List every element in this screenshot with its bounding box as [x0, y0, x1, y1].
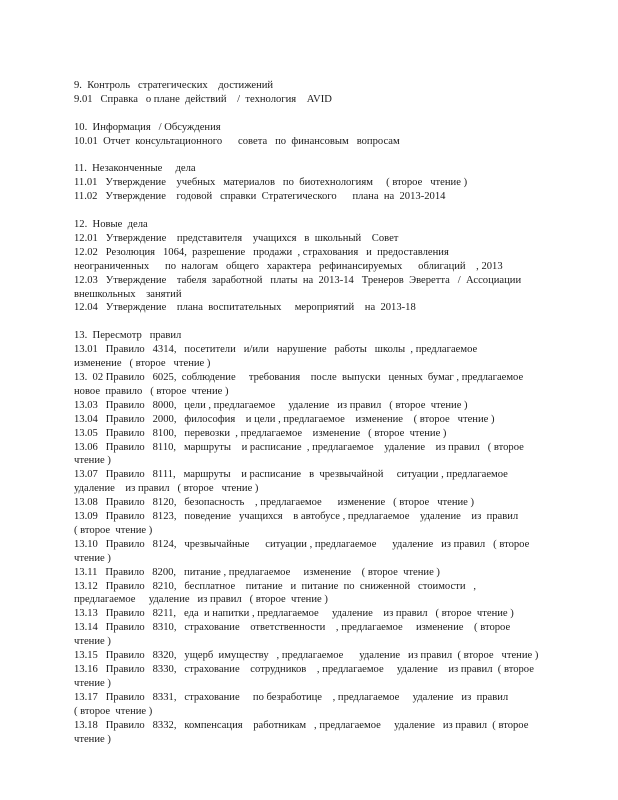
- section-heading: 12. Новые дела: [74, 219, 148, 231]
- agenda-line: 11.01 Утверждение учебных материалов по биотехнологиям ( второе чтение ): [74, 177, 468, 189]
- agenda-line: 11.02 Утверждение годовой справки Стратегического плана на 2013-2014: [74, 191, 446, 203]
- agenda-line: неограниченных по налогам общего характера рефинансируемых облигаций , 2013: [74, 260, 503, 272]
- agenda-section: [74, 79, 544, 107]
- agenda-line: 13.16 Правило 8330, страхование сотрудников , предлагаемое удаление из правил ( второе: [74, 664, 534, 675]
- agenda-line: 13.07 Правило 8111, маршруты и расписание в чрезвычайной ситуации , предлагаемое: [74, 469, 508, 481]
- agenda-line: 9.01 Справка о плане действий / технология AVID: [74, 93, 332, 105]
- agenda-line: чтение ): [74, 733, 111, 745]
- section-heading: 10. Информация / Обсуждения: [74, 121, 221, 133]
- agenda-line: 13.17 Правило 8331, страхование по безработице , предлагаемое удаление из правил: [74, 691, 509, 703]
- agenda-line: 13. 02 Правило 6025, соблюдение требования после выпуски ценных бумаг , предлагаемое: [74, 371, 524, 383]
- agenda-line: 13.08 Правило 8120, безопасность , предлагаемое изменение ( второе чтение ): [74, 497, 475, 509]
- agenda-section: [74, 121, 544, 149]
- agenda-line: 13.09 Правило 8123, поведение учащихся в автобусе , предлагаемое удаление из правил: [74, 511, 519, 523]
- agenda-line: 12.03 Утверждение табеля заработной платы на 2013-14 Тренеров Эверетта / Ассоциации: [74, 274, 522, 286]
- agenda-line: чтение ): [74, 677, 111, 689]
- agenda-line: внешкольных занятий: [74, 288, 182, 300]
- agenda-line: чтение ): [74, 455, 111, 467]
- agenda-line: чтение ): [74, 636, 111, 648]
- agenda-line: 12.01 Утверждение представителя учащихся в школьный Совет: [74, 232, 399, 244]
- agenda-section: [74, 218, 544, 315]
- section-heading: 13. Пересмотр правил: [74, 330, 182, 342]
- agenda-line: 12.04 Утверждение плана воспитательных мероприятий на 2013-18: [74, 302, 416, 314]
- agenda-line: предлагаемое удаление из правил ( второе чтение ): [74, 594, 328, 606]
- agenda-line: 13.04 Правило 2000, философия и цели , предлагаемое изменение ( второе чтение ): [74, 413, 495, 425]
- agenda-line: 12.02 Резолюция 1064, разрешение продажи , страхования и предоставления: [74, 246, 449, 258]
- agenda-line: 13.06 Правило 8110, маршруты и расписание , предлагаемое удаление из правил ( второе: [74, 441, 524, 453]
- agenda-line: 13.01 Правило 4314, посетители и/или нарушение работы школы , предлагаемое: [74, 344, 478, 356]
- agenda-line: ( второе чтение ): [74, 705, 153, 717]
- agenda-line: изменение ( второе чтение ): [74, 358, 211, 370]
- agenda-line: чтение ): [74, 552, 111, 564]
- agenda-line: удаление из правил ( второе чтение ): [74, 483, 259, 495]
- agenda-body: [74, 79, 544, 760]
- section-heading: 11. Незаконченные дела: [74, 163, 196, 175]
- agenda-line: 13.12 Правило 8210, бесплатное питание и питание по сниженной стоимости ,: [74, 580, 477, 592]
- agenda-section: [74, 329, 544, 746]
- agenda-line: 13.13 Правило 8211, еда и напитки , предлагаемое удаление из правил ( второе чтение ): [74, 608, 514, 620]
- agenda-line: новое правило ( второе чтение ): [74, 385, 229, 397]
- agenda-section: [74, 162, 544, 204]
- agenda-line: 13.03 Правило 8000, цели , предлагаемое удаление из правил ( второе чтение ): [74, 399, 468, 411]
- section-heading: 9. Контроль стратегических достижений: [74, 80, 274, 91]
- agenda-line: 13.11 Правило 8200, питание , предлагаемое изменение ( второе чтение ): [74, 566, 440, 578]
- agenda-line: 13.05 Правило 8100, перевозки , предлагаемое изменение ( второе чтение ): [74, 427, 447, 439]
- agenda-line: 13.14 Правило 8310, страхование ответственности , предлагаемое изменение ( второе: [74, 622, 511, 634]
- agenda-line: 10.01 Отчет консультационного совета по финансовым вопросам: [74, 135, 400, 147]
- agenda-line: 13.18 Правило 8332, компенсация работникам , предлагаемое удаление из правил ( второе: [74, 719, 529, 731]
- agenda-line: 13.15 Правило 8320, ущерб имуществу , предлагаемое удаление из правил ( второе чтение ): [74, 650, 539, 662]
- agenda-line: 13.10 Правило 8124, чрезвычайные ситуации , предлагаемое удаление из правил ( второе: [74, 538, 530, 550]
- agenda-line: ( второе чтение ): [74, 524, 153, 536]
